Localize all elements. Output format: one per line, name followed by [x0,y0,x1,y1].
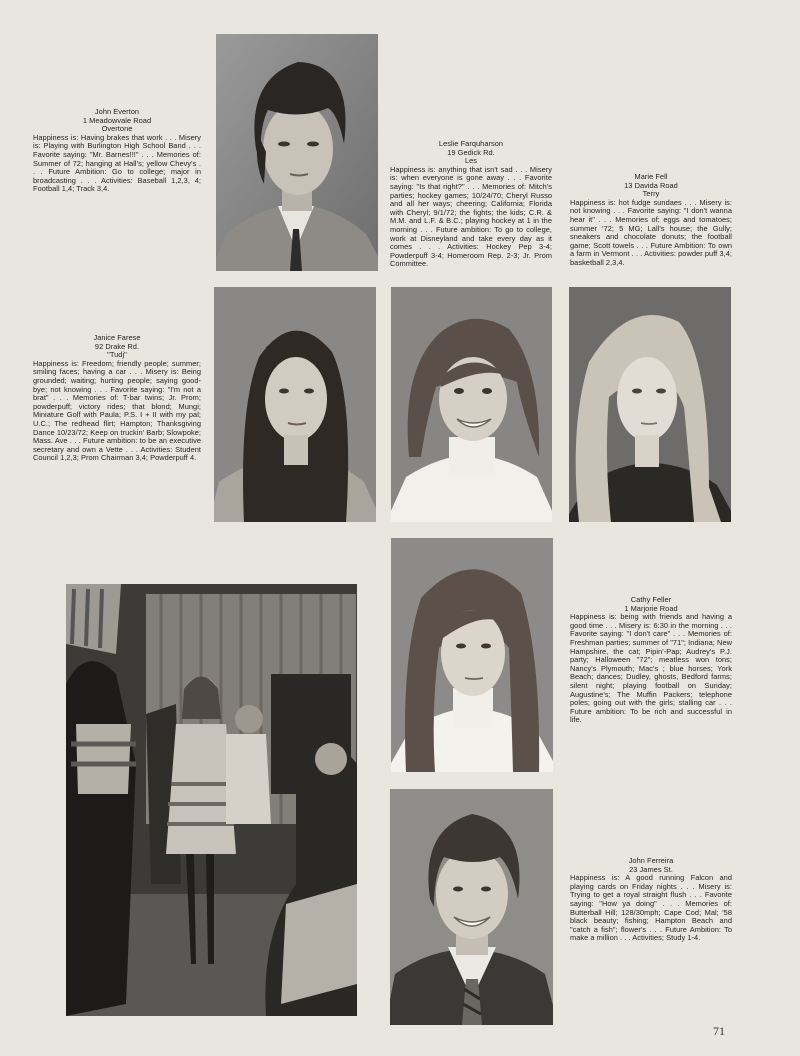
student-name: Cathy Feller [630,595,672,604]
bio-janice-farese [33,334,201,463]
student-address: 13 Davida Road [624,180,678,190]
student-address: 92 Drake Rd. [94,341,140,351]
bio-leslie-farquharson [390,140,552,269]
portrait-john-everton [216,34,378,271]
student-bio-text: Happiness is: hot fudge sundaes . . . Misery is: not knowing . . . Favorite saying: "I don't wanna hear it" . . . Memories of: eggs and tomatoes; summer '72; 5 MG; Lall's house; the Gully; sneakers and chocolate donuts; the football game; Scott towels . . . Future Ambition: To own a farm in Vermont . . . Activities: powder puff 3,4; basketball 2,3,4. [570,197,732,267]
portrait-cathy-feller [391,538,553,772]
bio-john-ferreira [570,857,732,943]
student-nickname: "Tudj" [107,350,127,360]
student-name: Leslie Farquharson [438,139,504,148]
student-address: 23 James St. [629,864,673,874]
student-name: Marie Fell [634,172,668,181]
page-number: 71 [713,1024,725,1038]
student-bio-text: Happiness is: anything that isn't sad . . . Misery is: when everyone is gone away . . . Favorite saying: "Is that right?" . . . Memories of: Mitch's parties; hockey games; 10/24/70; Cheryl Russo and all her ways; cheering; California; Florida with Cheryl; 9/1/72; the fights; the kids; C.R. & M.M. and L.F. & B.C.; playing hockey at 1 in the morning . . . Future ambition: To go to college, work at Disneyland and take every day as it comes . . . Activities: Hockey Pep 3-4; Powderpuff 3-4; Homeroom Rep. 2-3; Jr. Prom Committee. [390,164,552,269]
bio-marie-fell [570,173,732,268]
bio-cathy-feller [570,596,732,725]
portrait-janice-farese [214,287,376,522]
student-name: John Everton [94,107,140,116]
student-name: John Ferreira [628,856,674,865]
student-bio-text: Happiness is: Freedom; friendly people; summer; smiling faces; having a car . . . Misery is: Being grounded; waiting; hurting people; saying good-bye; not knowing . . . Favorite saying: "I'm not a brat" . . . Memories of: T-bar twins; Jr. Prom; powderpuff; victory rides; that blond; Mungi; Miniature Golf with Paula; P.S. I + II with my pal; U.C.; The redhead flirt; Hampton; Thanksgiving Dance 10/23/72; Keep on truckin' Barb; Slowpoke; Mass. Ave . . . Future ambition: to be an executive secretary and own a Vette . . . Activities: Student Council 1,2,3; Prom Chairman 3,4; Powderpuff 4. [33,358,201,463]
student-bio-text: Happiness is: Having brakes that work . . . Misery is: Playing with Burlington High School Band . . . Favorite saying: "Mr. Barnes!!!" . . . Memories of: Summer of 72; hanging at Hall's; yellow Chevy's . . . Future Ambition: Go to college; major in broadcasting . . . Activities: Baseball 1,2,3, 4; Football 1,4; Track 3,4. [33,132,201,194]
student-address: 1 Meadowvale Road [82,115,152,125]
student-address: 19 Gedick Rd. [447,147,495,157]
student-nickname: Terry [642,189,660,199]
candid-group-photo [66,584,357,1016]
student-address: 1 Marjorie Road [624,603,678,613]
portrait-marie-fell [569,287,731,522]
portrait-leslie-farquharson [391,287,552,522]
student-nickname: Overtone [101,124,133,134]
bio-john-everton [33,108,201,194]
student-bio-text: Happiness is: A good running Falcon and playing cards on Friday nights . . . Misery is: Trying to get a royal straight flush . . . Favorite saying: "How ya doing" . . . Memories of: Butterball Hill; 128/30mph; Cape Cod; Mal; '58 black beauty; fishing; Hampton Beach and "catch a fish"; flower's . . . Future Ambition: To make a million . . . Activities; Study 1-4. [570,873,732,943]
student-bio-text: Happiness is: being with friends and having a good time . . . Misery is: 6:30 in the morning . . . Favorite saying: "I don't care" . . . Memories of: Freshman parties; summer of "71"; Indiana; New Hampshire, the cat; Pipin'-Pap; Audrey's P.J. party; Halloween "72"; meatless won tons; Nancy's Plymouth; Mac's ; blue horses; York Beach; dances; Dudley, ghosts, Bedford farms; silent night; playing football on Sunday; Augustine's; The Muffin Packers; telephone poles; going out with the girls; stalling car . . . Future ambition: To be rich and successful in life. [570,612,732,725]
student-name: Janice Farese [93,333,141,342]
student-nickname: Les [464,156,478,166]
portrait-john-ferreira [390,789,553,1025]
